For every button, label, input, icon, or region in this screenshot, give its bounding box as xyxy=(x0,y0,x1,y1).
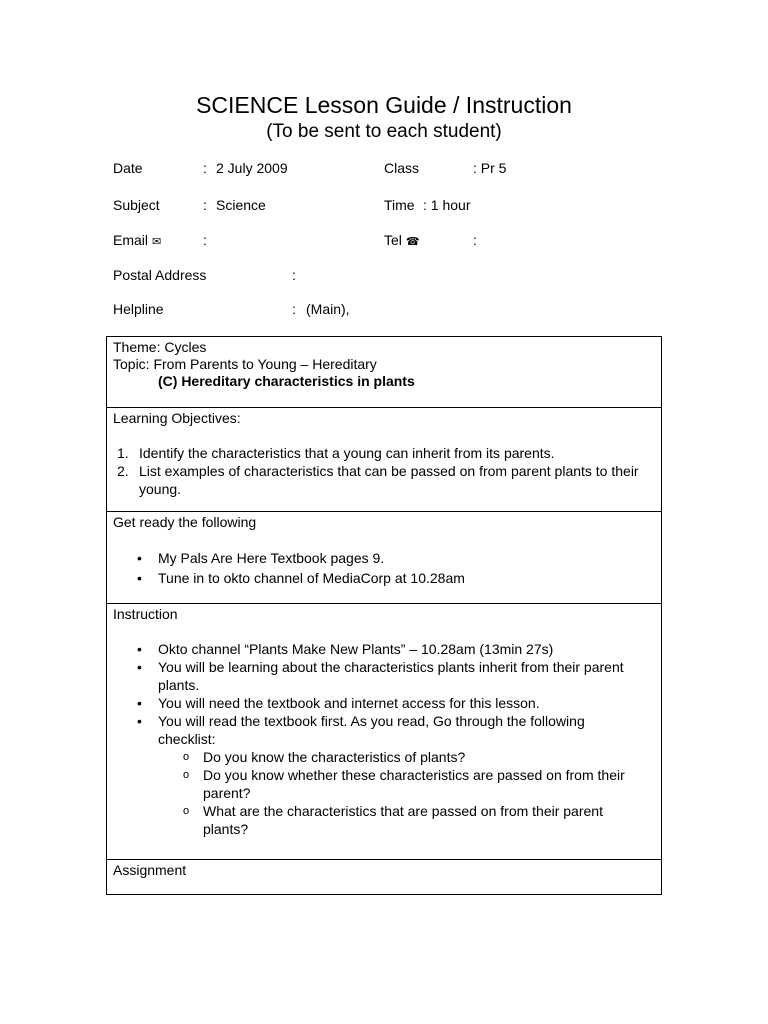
date-colon: : xyxy=(203,160,207,176)
circle-bullet-icon: o xyxy=(183,805,190,817)
get-ready-list xyxy=(113,548,655,588)
list-item xyxy=(113,640,655,658)
checklist-item-text: What are the characteristics that are passed on from their parent plants? xyxy=(203,803,603,837)
class-value: : Pr 5 xyxy=(473,160,507,176)
date-value: 2 July 2009 xyxy=(216,160,288,176)
topic-text: Topic: From Parents to Young – Hereditary xyxy=(113,356,377,372)
circle-bullet-icon: o xyxy=(183,769,190,781)
helpline-label: Helpline xyxy=(113,301,164,317)
instruction-item-text: You will read the textbook first. As you read, Go through the following checklist: xyxy=(158,713,585,747)
list-item xyxy=(113,568,655,588)
time-label: Time xyxy=(384,197,415,213)
objective-text: List examples of characteristics that can be passed on from parent plants to their young. xyxy=(139,463,639,497)
helpline-colon: : xyxy=(292,301,296,317)
objective-number: 2. xyxy=(117,463,129,479)
objectives-list xyxy=(113,444,655,498)
bullet-icon: • xyxy=(137,713,142,729)
email-colon: : xyxy=(203,232,207,248)
bullet-icon: • xyxy=(137,641,142,657)
postal-colon: : xyxy=(292,267,296,283)
assignment-heading: Assignment xyxy=(113,862,187,878)
email-label: Email xyxy=(113,232,149,248)
objective-item xyxy=(113,462,655,498)
objectives-heading: Learning Objectives: xyxy=(113,410,241,426)
objective-number: 1. xyxy=(117,445,129,461)
instruction-heading: Instruction xyxy=(113,606,178,622)
list-item xyxy=(113,712,655,748)
email-label-group xyxy=(113,232,161,250)
list-item xyxy=(113,658,655,694)
postal-label: Postal Address xyxy=(113,267,207,283)
list-item xyxy=(113,694,655,712)
objectives-cell xyxy=(107,408,661,512)
get-ready-item-text: Tune in to okto channel of MediaCorp at 10.28am xyxy=(158,570,465,586)
bullet-icon: • xyxy=(137,695,142,711)
page-title: SCIENCE Lesson Guide / Instruction xyxy=(196,92,572,118)
tel-colon: : xyxy=(473,232,477,248)
helpline-value: (Main), xyxy=(306,301,350,317)
instruction-list xyxy=(113,640,655,838)
list-item xyxy=(113,548,655,568)
subject-label: Subject xyxy=(113,197,160,213)
telephone-icon: ☎ xyxy=(405,236,420,248)
page-subtitle: (To be sent to each student) xyxy=(266,121,502,142)
checklist-item-text: Do you know whether these characteristics are passed on from their parent? xyxy=(203,767,625,801)
get-ready-cell xyxy=(107,512,661,604)
lesson-table xyxy=(106,336,662,895)
objective-text: Identify the characteristics that a young can inherit from its parents. xyxy=(139,445,555,461)
instruction-item-text: You will need the textbook and internet access for this lesson. xyxy=(158,695,540,711)
tel-label: Tel xyxy=(384,232,402,248)
envelope-icon: ✉ xyxy=(152,236,162,248)
bullet-icon: • xyxy=(137,570,142,586)
checklist-item-text: Do you know the characteristics of plants? xyxy=(203,749,466,765)
checklist-item xyxy=(113,766,655,802)
objective-item xyxy=(113,444,655,462)
date-label: Date xyxy=(113,160,143,176)
get-ready-item-text: My Pals Are Here Textbook pages 9. xyxy=(158,550,385,566)
bullet-icon: • xyxy=(137,550,142,566)
checklist-item xyxy=(113,748,655,766)
circle-bullet-icon: o xyxy=(183,751,190,763)
theme-text: Theme: Cycles xyxy=(113,339,207,355)
time-value: : 1 hour xyxy=(423,197,471,213)
tel-label-group xyxy=(384,232,420,250)
subject-value: Science xyxy=(216,197,266,213)
class-label: Class xyxy=(384,160,420,176)
checklist-item xyxy=(113,802,655,838)
subtopic-text: (C) Hereditary characteristics in plants xyxy=(158,373,415,389)
assignment-cell xyxy=(107,860,661,894)
instruction-item-text: Okto channel “Plants Make New Plants” – 10.28am (13min 27s) xyxy=(158,641,554,657)
theme-cell xyxy=(107,337,661,408)
subject-colon: : xyxy=(203,197,207,213)
instruction-item-text: You will be learning about the characteristics plants inherit from their parent plants. xyxy=(158,659,624,693)
get-ready-heading: Get ready the following xyxy=(113,514,257,530)
instruction-cell xyxy=(107,604,661,860)
bullet-icon: • xyxy=(137,659,142,675)
